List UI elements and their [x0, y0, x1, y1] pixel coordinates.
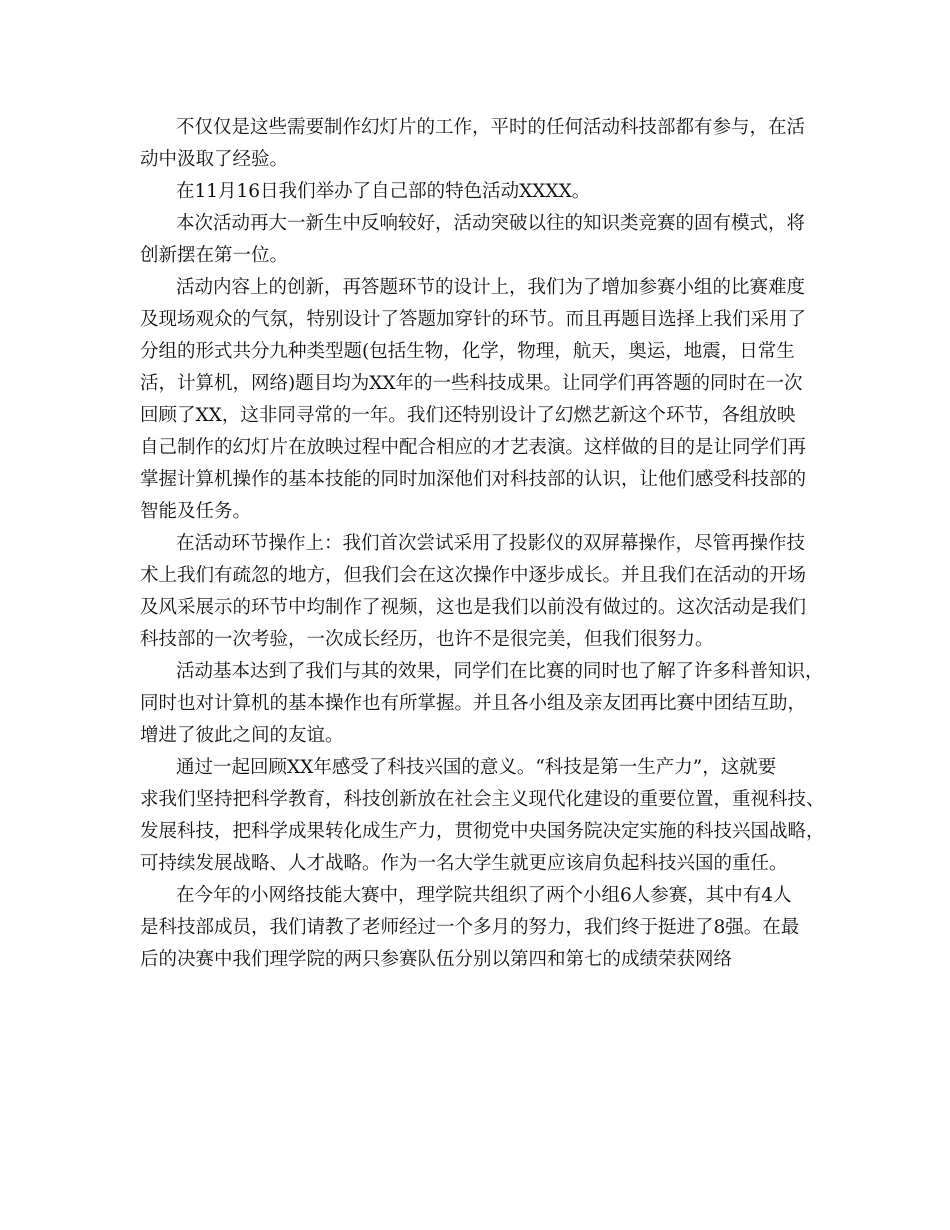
text-line: 求我们坚持把科学教育，科技创新放在社会主义现代化建设的重要位置，重视科技、 [140, 789, 825, 810]
text-line: 在11月16日我们举办了自己部的特色活动XXXX。 [176, 181, 591, 202]
text-line: 智能及任务。 [140, 501, 252, 522]
text-line: 发展科技，把科学成果转化成生产力，贯彻党中央国务院决定实施的科技兴国战略， [140, 821, 825, 842]
text-line: 在今年的小网络技能大赛中，理学院共组织了两个小组6人参赛，其中有4人 [176, 885, 792, 906]
text-line: 活动内容上的创新，再答题环节的设计上，我们为了增加参赛小组的比赛难度 [176, 277, 806, 298]
text-line: 术上我们有疏忽的地方，但我们会在这次操作中逐步成长。并且我们在活动的开场 [140, 565, 807, 586]
text-line: 同时也对计算机的基本操作也有所掌握。并且各小组及亲友团再比赛中团结互助， [140, 693, 807, 714]
text-line: 后的决赛中我们理学院的两只参赛队伍分别以第四和第七的成绩荣获网络 [140, 949, 733, 970]
document-body [140, 112, 825, 976]
text-line: 及现场观众的气氛，特别设计了答题加穿针的环节。而且再题目选择上我们采用了 [140, 309, 807, 330]
text-line: 不仅仅是这些需要制作幻灯片的工作，平时的任何活动科技部都有参与，在活 [176, 117, 806, 138]
text-line: 及风采展示的环节中均制作了视频，这也是我们以前没有做过的。这次活动是我们 [140, 597, 807, 618]
text-line: 在活动环节操作上：我们首次尝试采用了投影仪的双屏幕操作，尽管再操作技 [176, 533, 806, 554]
text-line: 掌握计算机操作的基本技能的同时加深他们对科技部的认识，让他们感受科技部的 [140, 469, 807, 490]
text-line: 科技部的一次考验，一次成长经历，也许不是很完美，但我们很努力。 [140, 629, 714, 650]
text-line: 增进了彼此之间的友谊。 [140, 725, 344, 746]
text-line: 活动基本达到了我们与其的效果，同学们在比赛的同时也了解了许多科普知识， [176, 661, 824, 682]
text-line: 动中汲取了经验。 [140, 149, 289, 170]
text-line: 通过一起回顾XX年感受了科技兴国的意义。“科技是第一生产力”，这就要 [176, 757, 777, 778]
text-line: 自己制作的幻灯片在放映过程中配合相应的才艺表演。这样做的目的是让同学们再 [140, 437, 807, 458]
text-line: 分组的形式共分九种类型题(包括生物，化学，物理，航天，奥运，地震，日常生 [140, 341, 795, 362]
text-line: 创新摆在第一位。 [140, 245, 289, 266]
text-line: 是科技部成员，我们请教了老师经过一个多月的努力，我们终于挺进了8强。在最 [140, 917, 800, 938]
text-line: 可持续发展战略、人才战略。作为一名大学生就更应该肩负起科技兴国的重任。 [140, 853, 788, 874]
text-line: 活，计算机，网络)题目均为XX年的一些科技成果。让同学们再答题的同时在一次 [140, 373, 803, 394]
text-line: 本次活动再大一新生中反响较好，活动突破以往的知识类竞赛的固有模式，将 [176, 213, 806, 234]
text-line: 回顾了XX，这非同寻常的一年。我们还特别设计了幻燃艺新这个环节，各组放映 [140, 405, 796, 426]
